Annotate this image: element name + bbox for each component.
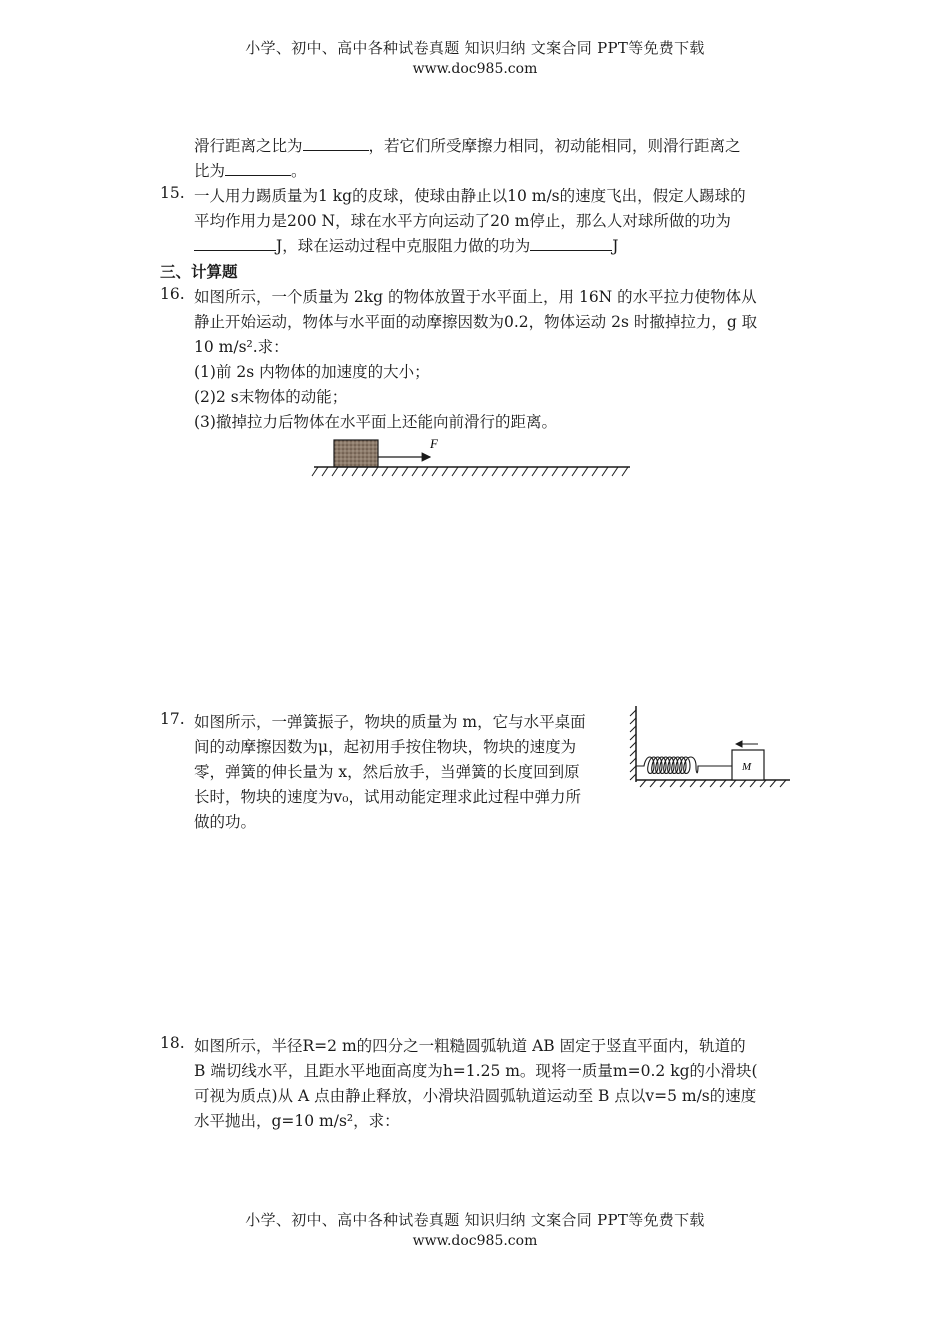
q15-text-2: 平均作用力是200 N，球在水平方向运动了20 m停止，那么人对球所做的功为: [194, 212, 731, 230]
mass-label: M: [742, 761, 752, 773]
question-number: 18.: [160, 1034, 185, 1052]
header-url: www.doc985.com: [412, 61, 538, 77]
q16-text-2: 静止开始运动，物体与水平面的动摩擦因数为0.2，物体运动 2s 时撤掉拉力，g 取: [194, 313, 758, 331]
page-header: [0, 38, 950, 80]
q15-text-3: J，球在运动过程中克服阻力做的功为: [276, 237, 531, 255]
q14-text-c: 比为: [194, 162, 226, 180]
question-number: 17.: [160, 710, 185, 728]
answer-blank[interactable]: [530, 236, 612, 251]
page-footer: [0, 1210, 950, 1252]
question-number: 16.: [160, 285, 185, 303]
q16-text-1: 如图所示，一个质量为 2kg 的物体放置于水平面上，用 16N 的水平拉力使物体从: [194, 288, 757, 306]
floor-hatch: [640, 780, 786, 787]
answer-blank[interactable]: [225, 161, 291, 176]
q15-text-4: J: [612, 237, 619, 255]
q17-figure: [626, 704, 796, 790]
q14-text-b: ，若它们所受摩擦力相同，初动能相同，则滑行距离之: [368, 137, 741, 155]
q16-text-3: 10 m/s².求：: [194, 338, 289, 356]
spring: [636, 757, 732, 774]
question-number: 15.: [160, 184, 185, 202]
ground-hatch: [312, 467, 628, 476]
wall-hatch: [630, 710, 636, 780]
answer-blank[interactable]: [303, 136, 369, 151]
force-label: F: [430, 436, 438, 451]
block: [334, 440, 378, 467]
section-title: 三、计算题: [160, 262, 238, 281]
q14-text-a: 滑行距离之比为: [194, 137, 303, 155]
q15-text-1: 一人用力踢质量为1 kg的皮球，使球由静止以10 m/s的速度飞出，假定人踢球的: [194, 187, 746, 205]
footer-url: www.doc985.com: [412, 1233, 538, 1249]
footer-line1: 小学、初中、高中各种试卷真题 知识归纳 文案合同 PPT等免费下载: [245, 1211, 705, 1229]
answer-blank[interactable]: [194, 236, 276, 251]
q14-text-d: 。: [291, 162, 307, 180]
q16-figure: [310, 432, 635, 482]
header-line1: 小学、初中、高中各种试卷真题 知识归纳 文案合同 PPT等免费下载: [245, 39, 705, 57]
